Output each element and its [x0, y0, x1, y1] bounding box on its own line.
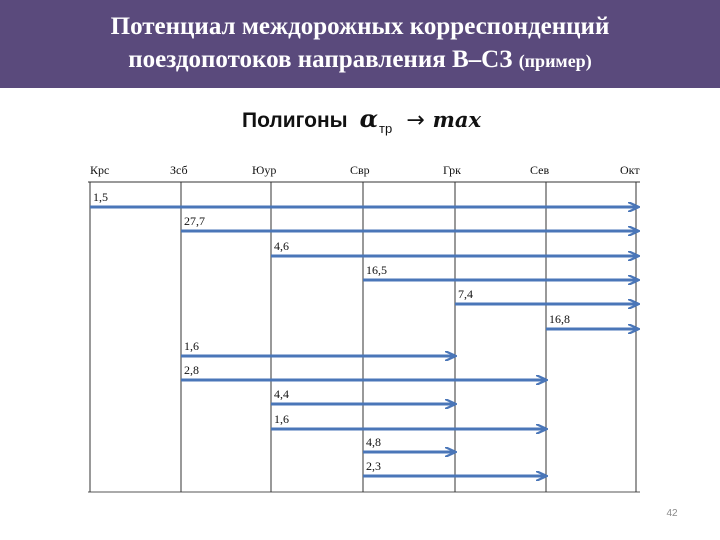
station-label: Окт	[620, 163, 640, 177]
flow-label: 7,4	[458, 287, 473, 301]
slide-title-text: поездопотоков направления В–СЗ	[128, 46, 513, 73]
station-grid	[88, 182, 640, 492]
flow-label: 4,8	[366, 435, 381, 449]
slide-title-line-1: Потенциал междорожных корреспонденций	[110, 13, 610, 40]
flow-arrows	[90, 190, 638, 476]
subtitle-text: Полигоны	[242, 109, 348, 132]
station-label: Сев	[530, 163, 550, 177]
flow-label: 4,4	[274, 387, 289, 401]
flow-label: 1,5	[93, 190, 108, 204]
subtitle-alpha-symbol: α	[359, 104, 379, 133]
flow-label: 16,5	[366, 263, 387, 277]
station-label: Крс	[90, 163, 110, 177]
flow-label: 2,8	[184, 363, 199, 377]
subtitle-subscript: тр	[379, 121, 393, 136]
subtitle-target: max	[432, 107, 482, 132]
flow-label: 2,3	[366, 459, 381, 473]
right-arrow-icon: →	[406, 108, 425, 133]
station-label: Грк	[443, 163, 462, 177]
flow-label: 16,8	[549, 312, 570, 326]
station-label: Юур	[252, 163, 277, 177]
station-labels	[90, 163, 640, 177]
flow-label: 4,6	[274, 239, 289, 253]
slide-title-suffix: (пример)	[518, 51, 592, 71]
station-label: Зсб	[170, 163, 188, 177]
flow-label: 1,6	[184, 339, 199, 353]
station-label: Свр	[350, 163, 370, 177]
flow-label: 1,6	[274, 412, 289, 426]
page-number: 42	[666, 508, 678, 519]
flow-label: 27,7	[184, 214, 205, 228]
